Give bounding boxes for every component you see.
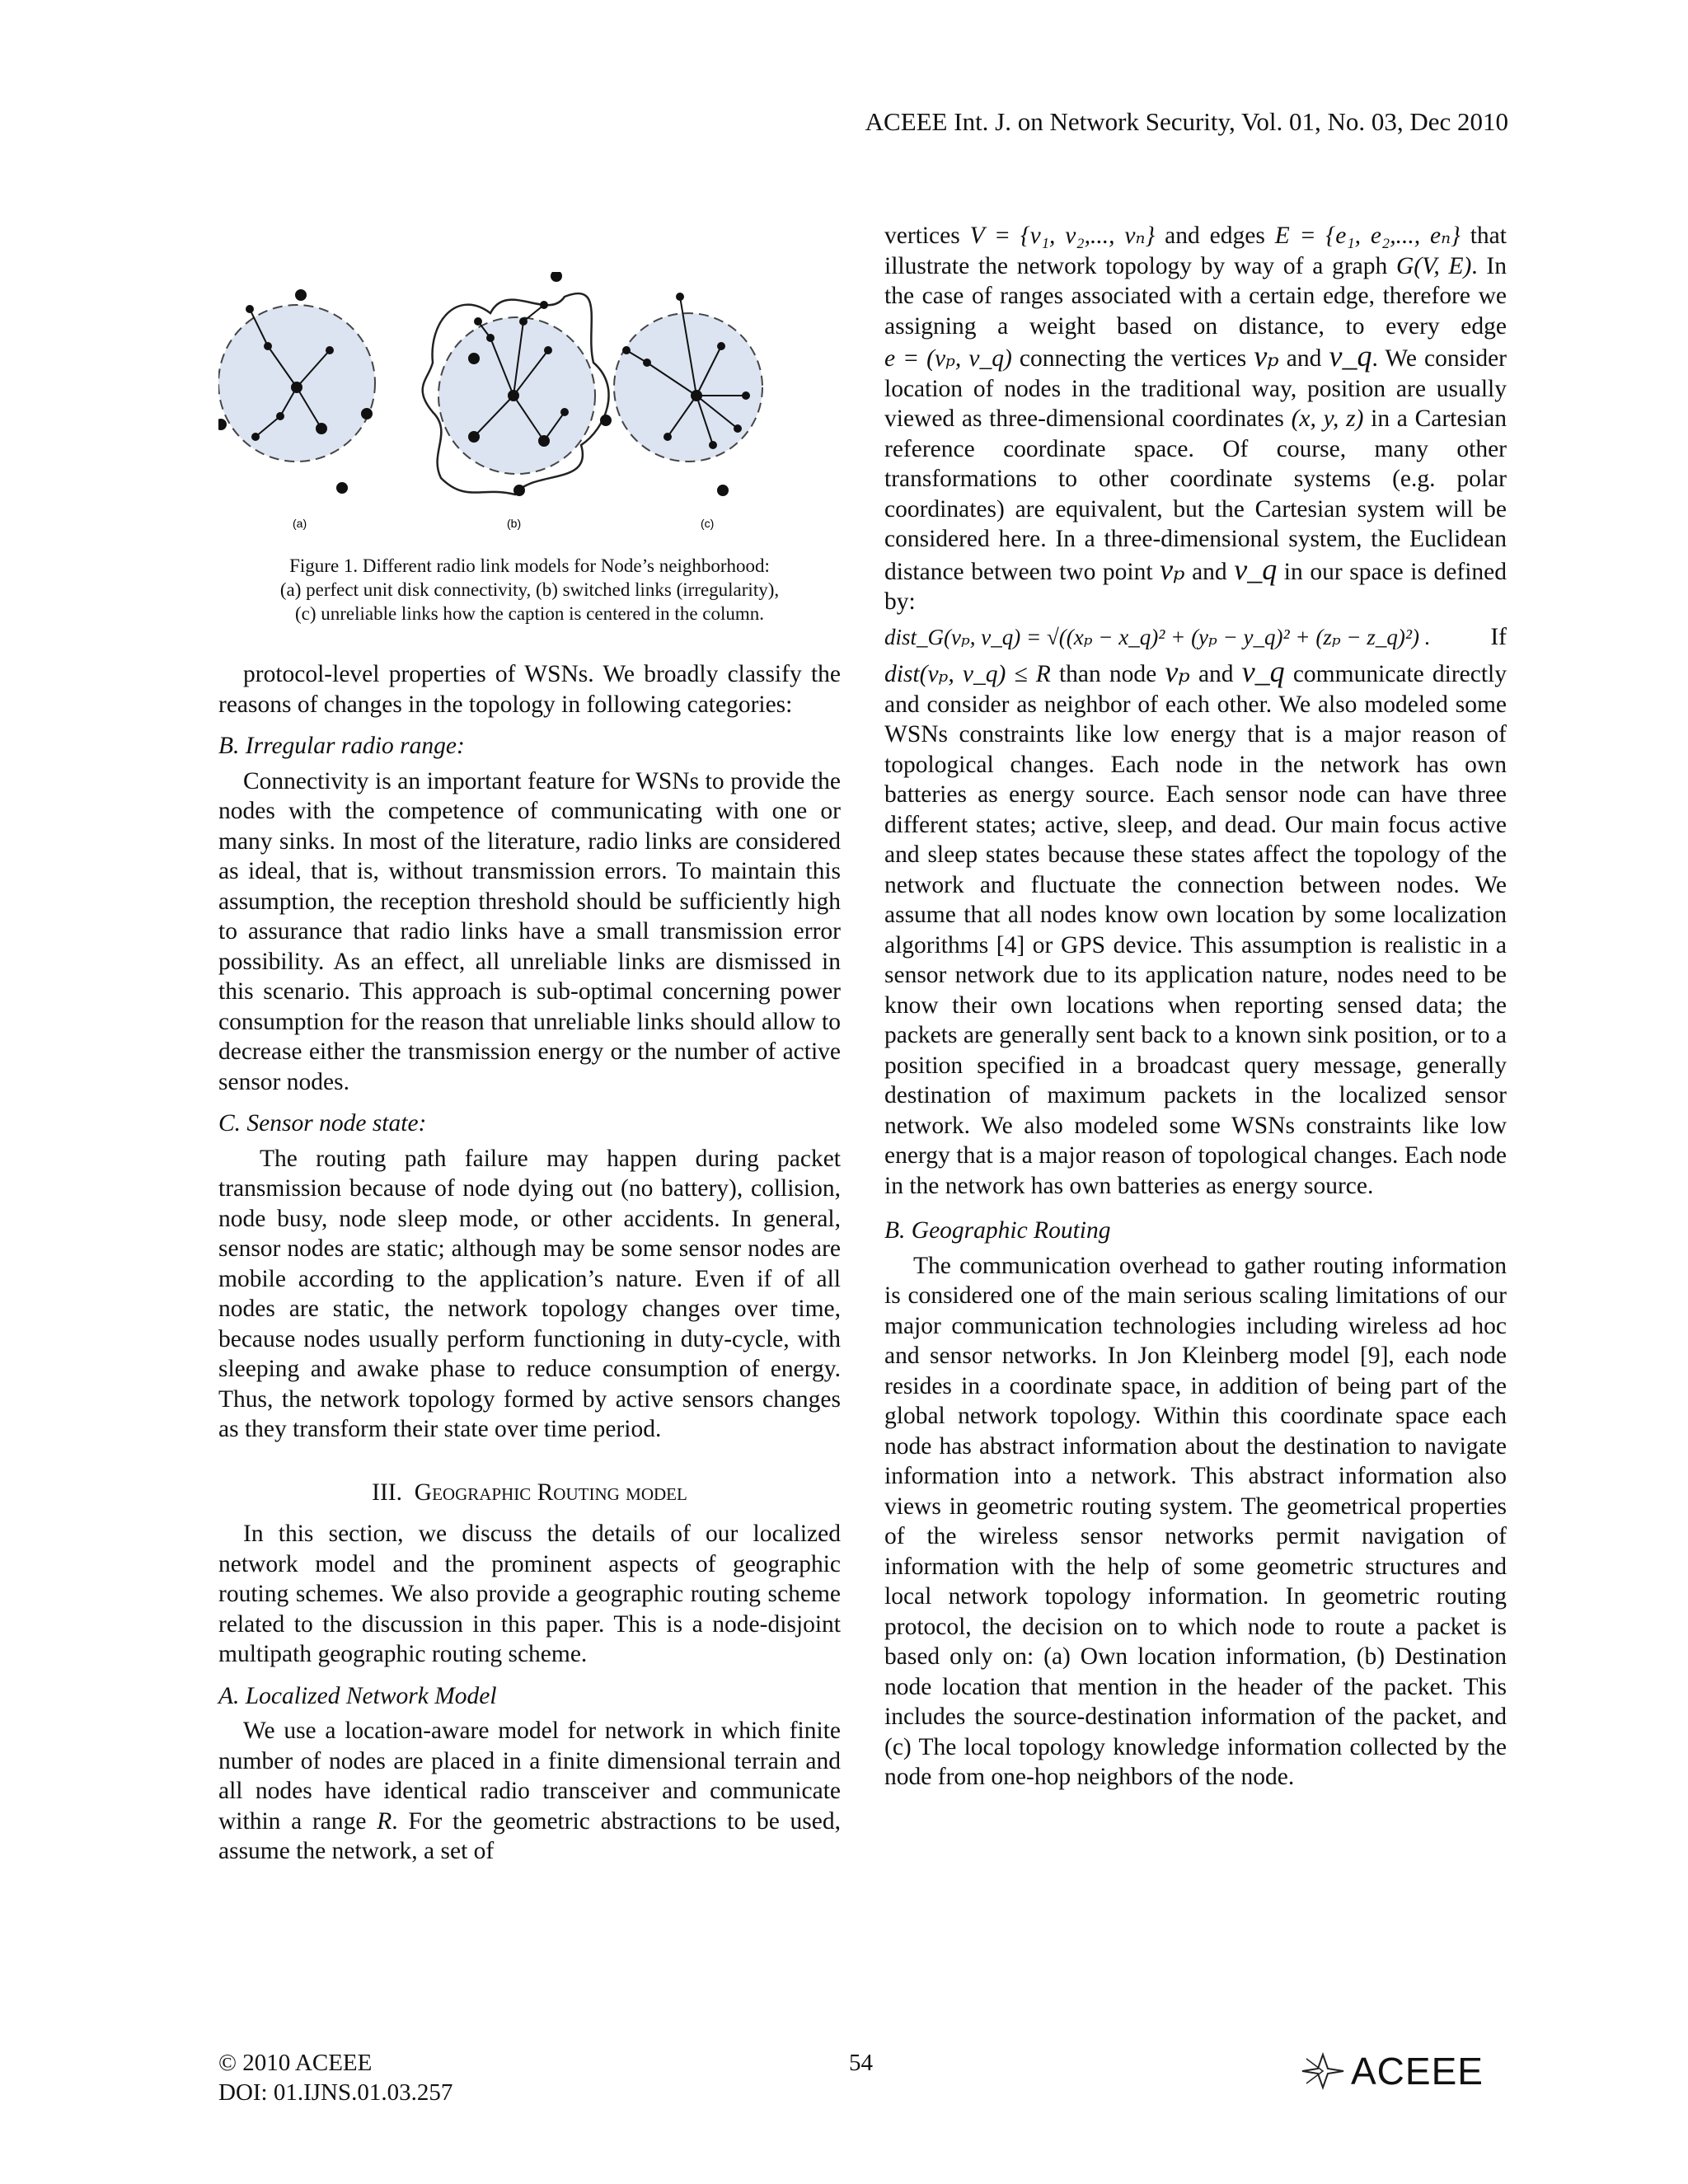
caption-line: Figure 1. Different radio link models for Node’s neighborhood: bbox=[289, 555, 770, 576]
figure-label-a: (a) bbox=[293, 517, 307, 530]
text-run: . We consider location of nodes in the traditional way, position are usually viewed as three-dimensional coordinates bbox=[884, 345, 1507, 432]
text-run: and bbox=[1184, 558, 1235, 585]
text-run: . In the case of ranges associated with a certain edge, therefore we assigning a weight based on distance, to every edge bbox=[884, 252, 1507, 340]
paragraph: Connectivity is an important feature for WSNs to provide the nodes with the competence of communicating with one or many sinks. In most of the literature, radio links are considered as ideal, that is, without transmission errors. To maintain this assumption, the reception threshold should be sufficiently high to assurance that radio links have a small transmission error possibility. As an effect, all unreliable links are dismissed in this scenario. This approach is sub-optimal concerning power consumption for the reason that unreliable links should allow to decrease either the transmission energy or the number of active sensor nodes. bbox=[218, 767, 841, 1095]
paragraph: protocol-level properties of WSNs. We broadly classify the reasons of changes in the topology in following categories: bbox=[218, 661, 841, 718]
section-heading bbox=[218, 1478, 841, 1508]
math-range: R bbox=[377, 1807, 392, 1835]
math-vq: v_q bbox=[1241, 655, 1285, 688]
figure-label-b: (b) bbox=[507, 517, 522, 530]
acee-logo bbox=[1298, 2050, 1484, 2092]
caption-line: (c) unreliable links how the caption is centered in the column. bbox=[294, 603, 765, 624]
subsection-heading: B. Geographic Routing bbox=[884, 1217, 1111, 1244]
panel-b-switched-links bbox=[423, 272, 609, 495]
paragraph bbox=[884, 657, 1507, 1201]
text-run: vertices bbox=[884, 223, 970, 249]
paragraph bbox=[218, 1716, 841, 1867]
paragraph: The communication overhead to gather routing information is considered one of the main serious scaling limitations of our major communication technologies including wireless ad hoc and sensor networks. In Jon Kleinberg model [9], each node resides in a coordinate space, in addition of being part of the global network topology. Within this coordinate space each node has abstract information about the destination to navigate information into a network. This abstract information also views in geometric routing system. The geometrical properties of the wireless sensor networks permit navigation of information with the help of some geometric structures and local network topology information. In geometric routing protocol, the decision on to which node to route a packet is based only on: (a) Own location information, (b) Destination node location that mention in the header of the packet. This includes the source-destination information of the packet, and (c) The local topology knowledge information collected by the node from one-hop neighbors of the node. bbox=[884, 1252, 1507, 1790]
math-edge-set: E = {e₁, e₂,..., eₙ} bbox=[1274, 223, 1461, 249]
subsection-heading: B. Irregular radio range: bbox=[218, 733, 465, 759]
math-edge: e = (vₚ, v_q) bbox=[884, 345, 1012, 372]
text-run: communicate directly and consider as neighbor of each other. We also modeled some WSNs constraints like low energy that is a major reason of topological changes. Each node in the network has own batteries as energy source. Each sensor node can have three different states; active, sleep, and dead. Our main focus active and sleep states because these states affect the topology of the network and fluctuate the connection between nodes. We assume that all nodes know own location by some localization algorithms [4] or GPS device. This assumption is realistic in a sensor network due to its application nature, nodes need to be know their own locations when reporting sensed data; the packets are generally sent back to a known sink position, or to a position specified in a broadcast query message, generally destination of maximum packets in the localized sensor network. We also modeled some WSNs constraints like low energy that is a major reason of topological changes. Each node in the network has own batteries as energy source. bbox=[884, 661, 1507, 1199]
figure-label-c: (c) bbox=[701, 517, 715, 530]
copyright: © 2010 ACEEE bbox=[218, 2050, 373, 2076]
math-vp: vₚ bbox=[1165, 655, 1190, 688]
math-coordinates: (x, y, z) bbox=[1291, 405, 1364, 432]
math-graph: G(V, E) bbox=[1395, 252, 1472, 279]
paragraph: The routing path failure may happen during packet transmission because of node dying out (no battery), collision, node busy, node sleep mode, or other accidents. In general, sensor nodes are static; although may be some sensor nodes are mobile according to the application’s nature. Even if of all nodes are static, the network topology changes over time, because nodes usually perform functioning in duty-cycle, with sleeping and awake phase to reduce consumption of energy. Thus, the network topology formed by active sensors changes as they transform their state over time period. bbox=[218, 1145, 841, 1442]
paragraph bbox=[884, 221, 1507, 617]
math-vq: v_q bbox=[1234, 552, 1278, 586]
text-run: and bbox=[1278, 345, 1329, 372]
math-vp: vₚ bbox=[1160, 552, 1185, 586]
figure-caption bbox=[218, 554, 841, 626]
acee-logo-text: ACEEE bbox=[1351, 2050, 1484, 2093]
text-run: . For the geometric abstractions to be used, assume the network, a set of bbox=[218, 1807, 841, 1864]
doi: DOI: 01.IJNS.01.03.257 bbox=[218, 2079, 453, 2106]
math-distance-formula: dist_G(vₚ, v_q) = √((xₚ − x_q)² + (yₚ − y_q)² + (zₚ − z_q)²) . bbox=[884, 624, 1431, 649]
text-run: and edges bbox=[1155, 223, 1275, 249]
section-number: III. bbox=[372, 1479, 403, 1506]
text-run: in our space is defined by: bbox=[884, 558, 1507, 615]
caption-line: (a) perfect unit disk connectivity, (b) switched links (irregularity), bbox=[279, 579, 780, 600]
left-column bbox=[218, 659, 841, 1867]
text-run: connecting the vertices bbox=[1011, 345, 1254, 372]
panel-a-unit-disk bbox=[218, 290, 375, 493]
paragraph: In this section, we discuss the details of our localized network model and the prominent aspects of geographic routing schemes. We also provide a geographic routing scheme related to the discussion in this paper. This is a node-disjoint multipath geographic routing scheme. bbox=[218, 1521, 841, 1667]
subsection-heading: A. Localized Network Model bbox=[218, 1682, 497, 1709]
right-column bbox=[884, 221, 1507, 1793]
text-run: If bbox=[1490, 623, 1507, 650]
subsection-heading: C. Sensor node state: bbox=[218, 1110, 427, 1137]
acee-logo-mark-icon bbox=[1298, 2050, 1348, 2092]
panel-c-unreliable-links bbox=[601, 293, 762, 495]
math-vq: v_q bbox=[1329, 340, 1372, 373]
text-run: that illustrate the network topology by way of a graph bbox=[884, 223, 1507, 279]
text-run: We use a location-aware model for network in which finite number of nodes are placed in a finite dimensional terrain and all nodes have identical radio transceiver and communicate within a range bbox=[218, 1718, 841, 1835]
math-vp: vₚ bbox=[1254, 340, 1279, 373]
text-run: than node bbox=[1050, 661, 1165, 687]
page-number: 54 bbox=[849, 2050, 873, 2076]
math-condition: dist(vₚ, v_q) ≤ R bbox=[884, 661, 1051, 687]
math-vertex-set: V = {v₁, v₂,..., vₙ} bbox=[969, 223, 1156, 249]
text-run: and bbox=[1189, 661, 1242, 687]
footer-left bbox=[218, 2048, 452, 2107]
figure-1-radio-models bbox=[218, 272, 841, 544]
text-run: in a Cartesian reference coordinate space. Of course, many other transformations to other coordinate systems (e.g. polar coordinates) are equivalent, but the Cartesian system will be considered here. In a three-dimensional system, the Euclidean distance between two point bbox=[884, 405, 1507, 585]
running-header: ACEEE Int. J. on Network Security, Vol. 01, No. 03, Dec 2010 bbox=[865, 107, 1508, 136]
section-title: Geographic Routing model bbox=[414, 1479, 687, 1506]
equation-line bbox=[884, 622, 1507, 653]
